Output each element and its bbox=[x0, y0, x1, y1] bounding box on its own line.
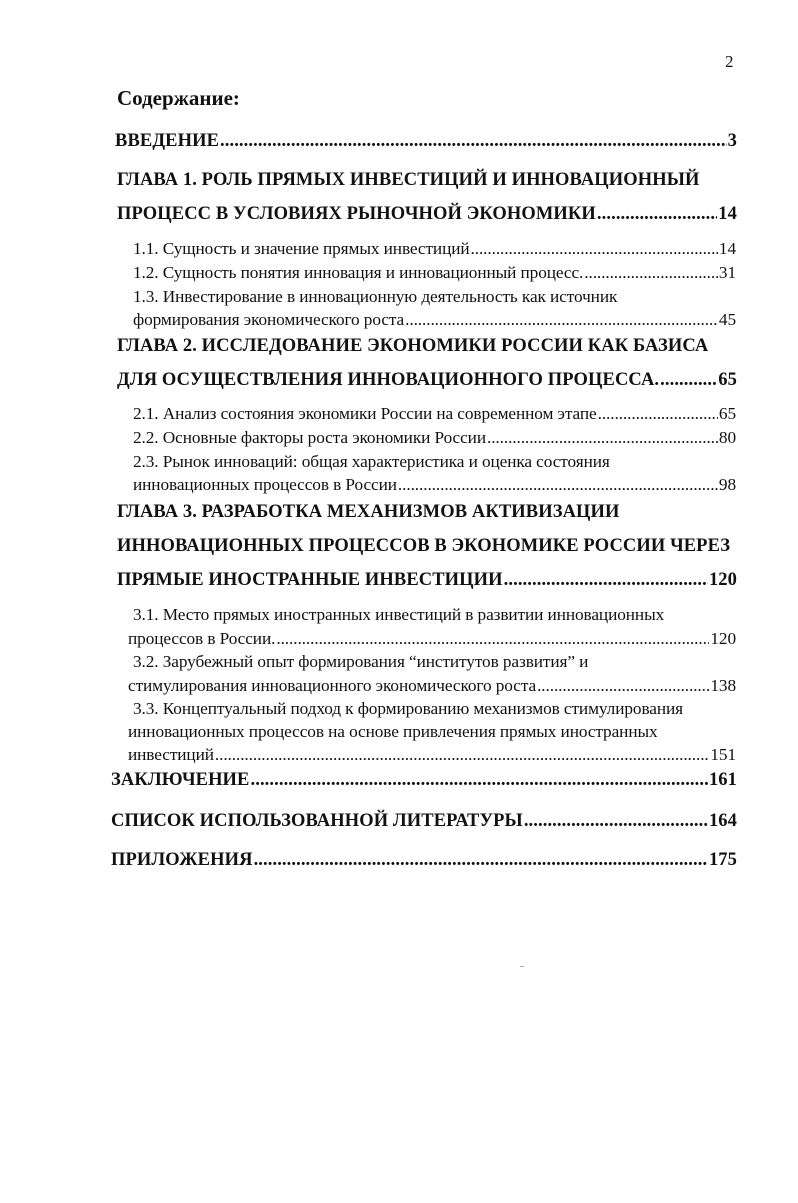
toc-entry-text: ПРИЛОЖЕНИЯ bbox=[111, 850, 253, 870]
toc-entry-text: ПРОЦЕСС В УСЛОВИЯХ РЫНОЧНОЙ ЭКОНОМИКИ bbox=[117, 204, 596, 224]
toc-entry-text: 2.2. Основные факторы роста экономики России bbox=[133, 428, 486, 447]
toc-entry-chapter-1[interactable] bbox=[117, 204, 737, 225]
toc-entry-text: инновационных процессов в России bbox=[133, 475, 397, 494]
toc-entry-2-3-line1[interactable]: 2.3. Рынок инноваций: общая характеристика и оценка состояния bbox=[133, 452, 610, 471]
dot-leader bbox=[220, 131, 727, 152]
toc-page-number: 138 bbox=[710, 676, 736, 695]
toc-page-number: 98 bbox=[718, 475, 736, 494]
toc-entry-1-3-line1[interactable]: 1.3. Инвестирование в инновационную деятельность как источник bbox=[133, 287, 618, 306]
toc-entry-3-3[interactable] bbox=[128, 745, 736, 765]
dot-leader bbox=[597, 204, 717, 225]
toc-entry-text: ДЛЯ ОСУЩЕСТВЛЕНИЯ ИННОВАЦИОННОГО ПРОЦЕССА. bbox=[117, 370, 660, 390]
toc-page-number: 175 bbox=[708, 850, 737, 870]
toc-entry-text: инвестиций bbox=[128, 745, 214, 764]
toc-page-number: 14 bbox=[718, 204, 737, 224]
toc-entry-2-1[interactable] bbox=[133, 404, 736, 424]
toc-entry-3-2-line1[interactable]: 3.2. Зарубежный опыт формирования “институтов развития” и bbox=[133, 652, 589, 671]
toc-chapter-3-line1[interactable]: ГЛАВА 3. РАЗРАБОТКА МЕХАНИЗМОВ АКТИВИЗАЦИИ bbox=[117, 502, 620, 522]
toc-entry-intro[interactable] bbox=[115, 131, 737, 152]
dot-leader bbox=[405, 310, 718, 330]
toc-entry-text: ВВЕДЕНИЕ bbox=[115, 131, 220, 151]
toc-entry-text: процессов в России. bbox=[128, 629, 276, 648]
toc-page-number: 31 bbox=[718, 263, 736, 282]
dot-leader bbox=[524, 811, 708, 832]
toc-entry-text: СПИСОК ИСПОЛЬЗОВАННОЙ ЛИТЕРАТУРЫ bbox=[111, 811, 523, 831]
toc-entry-chapter-2[interactable] bbox=[117, 370, 737, 391]
toc-entry-text: 2.1. Анализ состояния экономики России на современном этапе bbox=[133, 404, 597, 423]
toc-page-number: 65 bbox=[718, 370, 737, 390]
dot-leader bbox=[254, 850, 708, 871]
toc-page-number: 14 bbox=[718, 239, 736, 258]
toc-chapter-3-line2[interactable]: ИННОВАЦИОННЫХ ПРОЦЕССОВ В ЭКОНОМИКЕ РОССИИ ЧЕРЕЗ bbox=[117, 536, 731, 556]
toc-page-number: 151 bbox=[710, 745, 736, 764]
dot-leader bbox=[660, 370, 717, 391]
toc-page-number: 80 bbox=[718, 428, 736, 447]
page-title: Содержание: bbox=[117, 86, 240, 110]
toc-entry-chapter-3[interactable] bbox=[117, 570, 737, 591]
dot-leader bbox=[398, 475, 718, 495]
toc-page-number: 65 bbox=[718, 404, 736, 423]
toc-chapter-2-line1[interactable]: ГЛАВА 2. ИССЛЕДОВАНИЕ ЭКОНОМИКИ РОССИИ КАК БАЗИСА bbox=[117, 336, 709, 356]
toc-page-number: 164 bbox=[708, 811, 737, 831]
dot-leader bbox=[504, 570, 708, 591]
toc-entry-3-3-line2[interactable]: инновационных процессов на основе привлечения прямых иностранных bbox=[128, 722, 658, 741]
toc-entry-text: ЗАКЛЮЧЕНИЕ bbox=[111, 770, 250, 790]
toc-entry-1-1[interactable] bbox=[133, 239, 736, 259]
dot-leader bbox=[537, 676, 709, 696]
dot-leader bbox=[584, 263, 718, 283]
toc-entry-text: 1.2. Сущность понятия инновация и инновационный процесс. bbox=[133, 263, 584, 282]
toc-entry-1-2[interactable] bbox=[133, 263, 736, 283]
toc-entry-2-3[interactable] bbox=[133, 475, 736, 495]
toc-entry-3-1[interactable] bbox=[128, 629, 736, 649]
toc-entry-text: 1.1. Сущность и значение прямых инвестиций bbox=[133, 239, 470, 258]
toc-page-number: 45 bbox=[718, 310, 736, 329]
toc-chapter-1-line1[interactable]: ГЛАВА 1. РОЛЬ ПРЯМЫХ ИНВЕСТИЦИЙ И ИННОВАЦИОННЫЙ bbox=[117, 170, 700, 190]
toc-page-number: 120 bbox=[710, 629, 736, 648]
toc-entry-3-3-line1[interactable]: 3.3. Концептуальный подход к формированию механизмов стимулирования bbox=[133, 699, 683, 718]
dot-leader bbox=[251, 770, 708, 791]
toc-entry-3-2[interactable] bbox=[128, 676, 736, 696]
toc-entry-text: ПРЯМЫЕ ИНОСТРАННЫЕ ИНВЕСТИЦИИ bbox=[117, 570, 503, 590]
toc-entry-text: формирования экономического роста bbox=[133, 310, 405, 329]
page-number: 2 bbox=[725, 52, 734, 71]
toc-entry-references[interactable] bbox=[111, 811, 737, 832]
toc-entry-appendices[interactable] bbox=[111, 850, 737, 871]
toc-page-number: 161 bbox=[708, 770, 737, 790]
dot-leader bbox=[598, 404, 718, 424]
dot-leader bbox=[471, 239, 718, 259]
scan-speck bbox=[520, 966, 524, 967]
toc-entry-3-1-line1[interactable]: 3.1. Место прямых иностранных инвестиций в развитии инновационных bbox=[133, 605, 665, 624]
toc-entry-text: стимулирования инновационного экономического роста bbox=[128, 676, 537, 695]
toc-entry-2-2[interactable] bbox=[133, 428, 736, 448]
toc-page-number: 3 bbox=[727, 131, 737, 151]
toc-page-number: 120 bbox=[708, 570, 737, 590]
dot-leader bbox=[215, 745, 710, 765]
dot-leader bbox=[276, 629, 709, 649]
toc-entry-conclusion[interactable] bbox=[111, 770, 737, 791]
toc-entry-1-3[interactable] bbox=[133, 310, 736, 330]
dot-leader bbox=[487, 428, 718, 448]
